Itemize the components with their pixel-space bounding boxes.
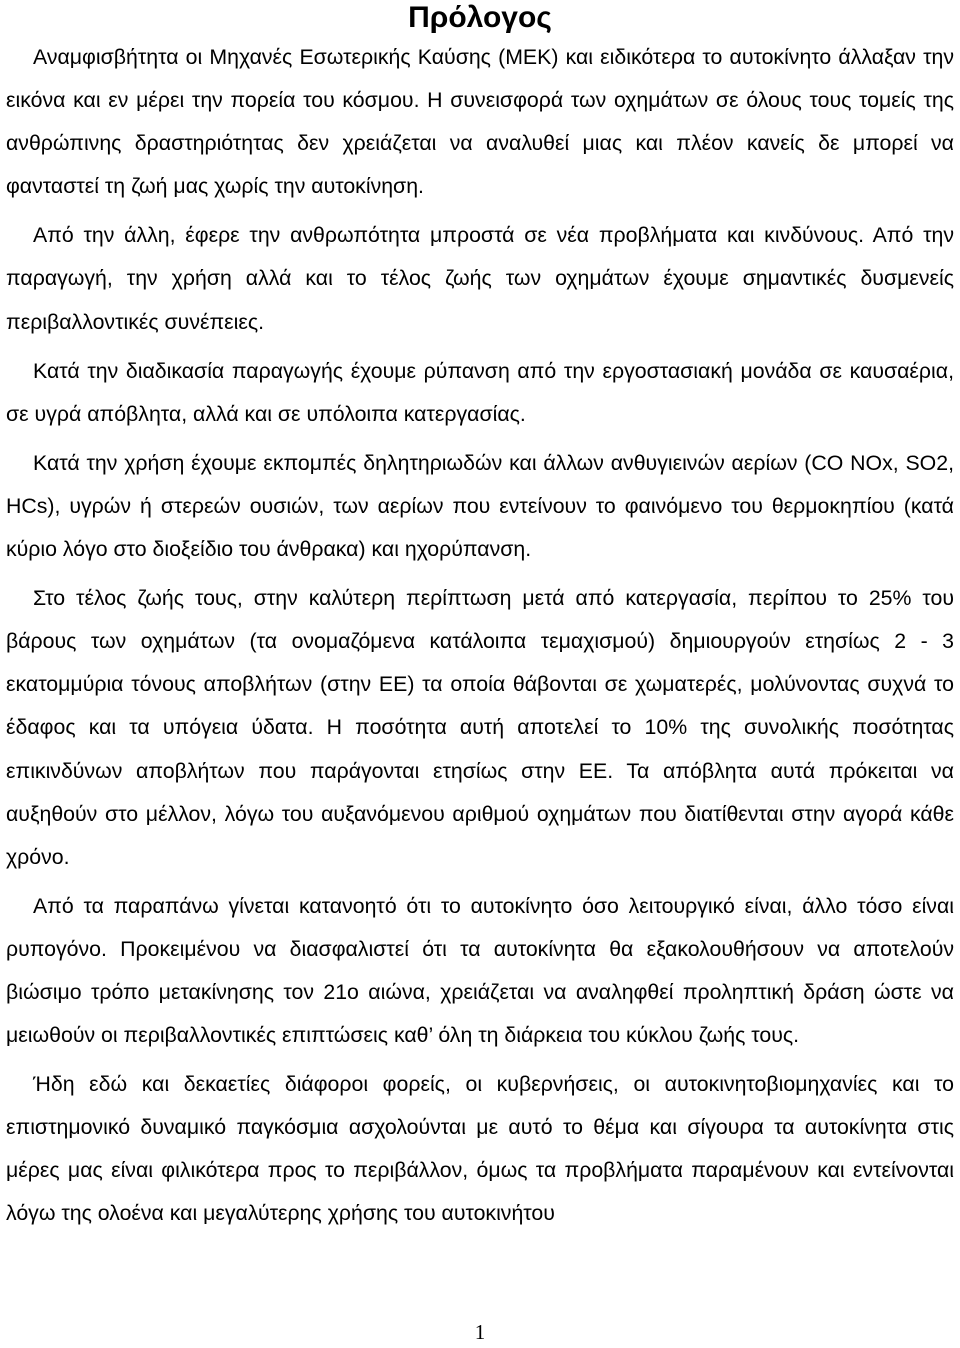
page-title: Πρόλογος — [408, 1, 552, 34]
paragraph-end-of-life: Στο τέλος ζωής τους, στην καλύτερη περίπτωση μετά από κατεργασία, περίπου το 25% του βάρους των οχημάτων (τα ονομαζόμενα κατάλοιπα τεμαχισμού) δημιουργούν ετησίως 2 - 3 εκατομμύρια τόνους αποβλήτων (στην ΕΕ) τα οποία θάβονται σε χωματερές, μολύνοντας συχνά το έδαφος και τα υπόγεια ύδατα. Η ποσότητα αυτή αποτελεί το 10% της συνολικής ποσότητας επικινδύνων αποβλήτων που παράγονται ετησίως στην ΕΕ. Τα απόβλητα αυτά πρόκειται να αυξηθούν στο μέλλον, λόγω του αυξανόμενου αριθμού οχημάτων που διατίθενται στην αγορά κάθε χρόνο. — [6, 586, 954, 869]
paragraph-problems: Από την άλλη, έφερε την ανθρωπότητα μπροστά σε νέα προβλήματα και κινδύνους. Από την παραγωγή, την χρήση αλλά και το τέλος ζωής των οχημάτων έχουμε σημαντικές δυσμενείς περιβαλλοντικές συνέπειες. — [6, 223, 954, 334]
paragraph-conclusion: Από τα παραπάνω γίνεται κατανοητό ότι το αυτοκίνητο όσο λειτουργικό είναι, άλλο τόσο είναι ρυπογόνο. Προκειμένου να διασφαλιστεί ότι τα αυτοκίνητα θα εξακολουθήσουν να αποτελούν βιώσιμο τρόπο μετακίνησης τον 21ο αιώνα, χρειάζεται να αναληφθεί προληπτική δράση ώστε να μειωθούν οι περιβαλλοντικές επιπτώσεις καθ’ όλη τη διάρκεια του κύκλου ζωής τους. — [6, 893, 954, 1048]
page-number: 1 — [474, 1320, 486, 1344]
paragraph-usage: Κατά την χρήση έχουμε εκπομπές δηλητηριωδών και άλλων ανθυγιεινών αερίων (CO NOx, SO2, HCs), υγρών ή στερεών ουσιών, των αερίων που εντείνουν το φαινόμενο του θερμοκηπίου (κατά κύριο λόγο στο διοξείδιο του άνθρακα) και ηχορύπανση. — [6, 450, 954, 562]
paragraph-efforts: Ήδη εδώ και δεκαετίες διάφοροι φορείς, οι κυβερνήσεις, οι αυτοκινητοβιομηχανίες και το επιστημονικό δυναμικό παγκόσμια ασχολούνται με αυτό το θέμα και σίγουρα τα αυτοκίνητα στις μέρες μας είναι φιλικότερα προς το περιβάλλον, όμως τα προβλήματα παραμένουν και εντείνονται λόγω της ολοένα και μεγαλύτερης χρήσης του αυτοκινήτου — [6, 1072, 954, 1226]
paragraph-intro: Αναμφισβήτητα οι Μηχανές Εσωτερικής Καύσης (ΜΕΚ) και ειδικότερα το αυτοκίνητο άλλαξαν την εικόνα και εν μέρει την πορεία του κόσμου. Η συνεισφορά των οχημάτων σε όλους τους τομείς της ανθρώπινης δραστηριότητας δεν χρειάζεται να αναλυθεί μιας και πλέον κανείς δε μπορεί να φανταστεί τη ζωή μας χωρίς την αυτοκίνηση. — [6, 45, 954, 199]
paragraph-production: Κατά την διαδικασία παραγωγής έχουμε ρύπανση από την εργοστασιακή μονάδα σε καυσαέρια, σε υγρά απόβλητα, αλλά και σε υπόλοιπα κατεργασίας. — [6, 358, 954, 426]
